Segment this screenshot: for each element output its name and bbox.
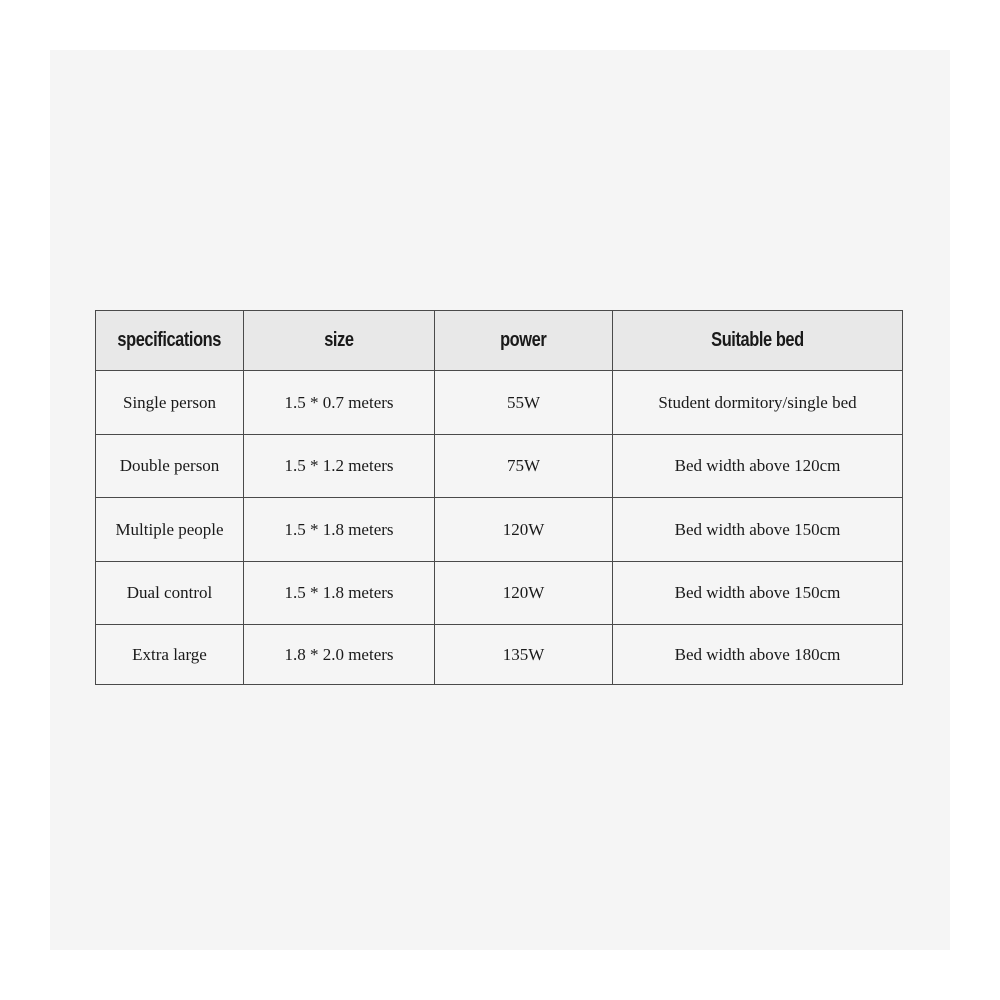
cell-specification: Extra large bbox=[96, 625, 244, 685]
cell-suitable-bed: Bed width above 150cm bbox=[613, 498, 903, 562]
cell-specification: Double person bbox=[96, 435, 244, 498]
cell-specification: Single person bbox=[96, 371, 244, 435]
cell-size: 1.8 * 2.0 meters bbox=[244, 625, 435, 685]
cell-specification: Multiple people bbox=[96, 498, 244, 562]
header-power: power bbox=[435, 311, 613, 371]
cell-suitable-bed: Student dormitory/single bed bbox=[613, 371, 903, 435]
table-row bbox=[96, 371, 903, 435]
cell-size: 1.5 * 1.8 meters bbox=[244, 562, 435, 625]
cell-size: 1.5 * 0.7 meters bbox=[244, 371, 435, 435]
cell-specification: Dual control bbox=[96, 562, 244, 625]
table-row bbox=[96, 625, 903, 685]
cell-suitable-bed: Bed width above 120cm bbox=[613, 435, 903, 498]
cell-power: 120W bbox=[435, 562, 613, 625]
table-header-row bbox=[96, 311, 903, 371]
cell-power: 120W bbox=[435, 498, 613, 562]
cell-suitable-bed: Bed width above 180cm bbox=[613, 625, 903, 685]
cell-power: 135W bbox=[435, 625, 613, 685]
header-size: size bbox=[244, 311, 435, 371]
cell-power: 75W bbox=[435, 435, 613, 498]
cell-size: 1.5 * 1.8 meters bbox=[244, 498, 435, 562]
cell-power: 55W bbox=[435, 371, 613, 435]
header-specifications: specifications bbox=[96, 311, 244, 371]
header-suitable-bed: Suitable bed bbox=[613, 311, 903, 371]
specifications-table bbox=[95, 310, 903, 685]
cell-suitable-bed: Bed width above 150cm bbox=[613, 562, 903, 625]
table-row bbox=[96, 498, 903, 562]
table-row bbox=[96, 435, 903, 498]
cell-size: 1.5 * 1.2 meters bbox=[244, 435, 435, 498]
table-row bbox=[96, 562, 903, 625]
